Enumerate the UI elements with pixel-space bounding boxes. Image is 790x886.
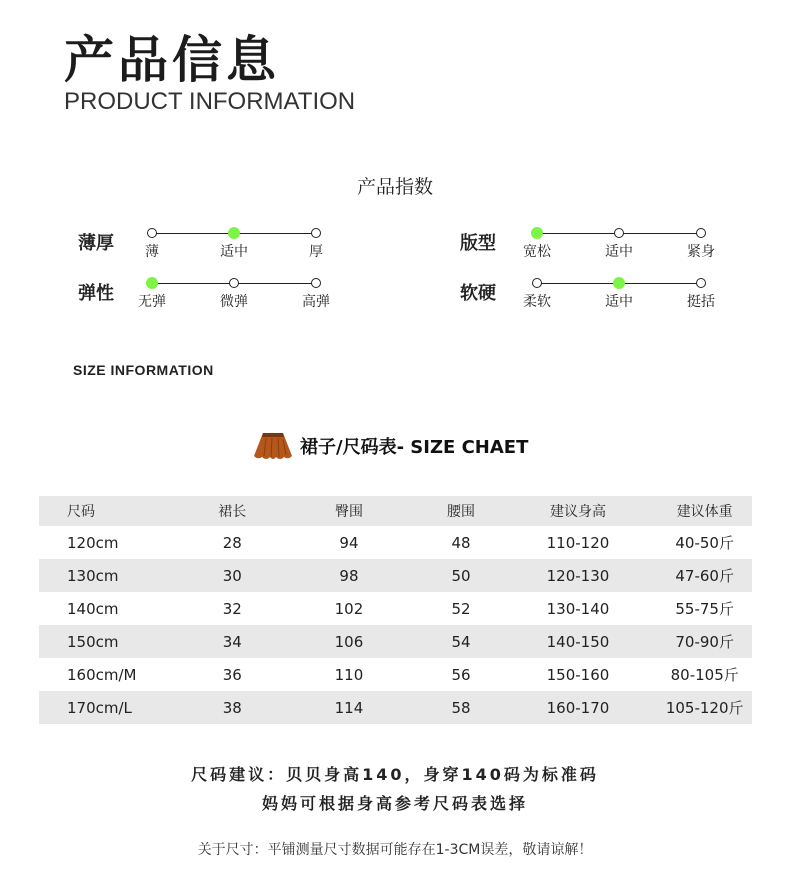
table-cell: 160-170 — [546, 698, 610, 717]
index-option: 适中 — [605, 294, 633, 310]
table-row — [39, 559, 752, 592]
index-dot-selected — [146, 277, 158, 289]
index-dot-selected — [613, 277, 625, 289]
table-cell: 28 — [222, 533, 242, 552]
table-cell: 54 — [451, 632, 471, 651]
column-header: 建议体重 — [676, 504, 733, 520]
table-cell: 58 — [451, 698, 471, 717]
table-cell: 114 — [334, 698, 364, 717]
index-option: 无弹 — [138, 294, 166, 310]
table-cell: 70-90斤 — [675, 633, 734, 651]
measurement-disclaimer: 关于尺寸：平铺测量尺寸数据可能存在1-3CM误差，敬请谅解！ — [197, 842, 593, 858]
table-cell: 130-140 — [546, 599, 610, 618]
table-cell: 120cm — [67, 533, 119, 552]
column-header: 建议身高 — [549, 504, 606, 520]
index-dot — [311, 278, 321, 288]
index-label: 软硬 — [460, 283, 496, 304]
index-option: 薄 — [145, 244, 159, 260]
table-cell: 47-60斤 — [675, 567, 734, 585]
table-row — [39, 691, 752, 724]
index-label: 弹性 — [78, 283, 114, 304]
table-cell: 38 — [222, 698, 242, 717]
index-option: 柔软 — [523, 294, 551, 310]
table-row — [39, 658, 752, 691]
index-dot — [614, 228, 624, 238]
index-option: 高弹 — [302, 294, 330, 310]
index-option: 宽松 — [523, 244, 551, 260]
column-header: 臀围 — [334, 504, 363, 520]
column-header: 裙长 — [218, 504, 247, 520]
table-cell: 80-105斤 — [670, 666, 739, 684]
table-cell: 106 — [334, 632, 364, 651]
index-label: 薄厚 — [78, 233, 114, 254]
size-info-title: SIZE INFORMATION — [73, 362, 214, 378]
index-dot — [311, 228, 321, 238]
column-header: 腰围 — [447, 504, 476, 520]
table-cell: 34 — [222, 632, 242, 651]
table-cell: 150-160 — [546, 665, 610, 684]
table-cell: 130cm — [67, 566, 119, 585]
table-cell: 98 — [339, 566, 359, 585]
table-cell: 32 — [222, 599, 242, 618]
index-label: 版型 — [460, 233, 496, 254]
size-suggestion: 尺码建议：贝贝身高140，身穿140码为标准码 — [191, 765, 599, 784]
table-cell: 55-75斤 — [675, 600, 734, 618]
index-dot-selected — [531, 227, 543, 239]
table-cell: 110 — [334, 665, 364, 684]
page-title: 产品信息 — [64, 31, 280, 89]
index-dot — [147, 228, 157, 238]
table-cell: 170cm/L — [67, 698, 132, 717]
skirt-icon — [252, 430, 294, 462]
table-cell: 48 — [451, 533, 471, 552]
table-cell: 105-120斤 — [665, 699, 744, 717]
table-cell: 30 — [222, 566, 242, 585]
index-dot-selected — [228, 227, 240, 239]
index-option: 适中 — [605, 244, 633, 260]
index-option: 微弹 — [220, 294, 248, 310]
index-dot — [532, 278, 542, 288]
index-option: 适中 — [220, 244, 248, 260]
table-row — [39, 526, 752, 559]
index-dot — [696, 228, 706, 238]
table-header-row — [39, 496, 752, 526]
table-cell: 150cm — [67, 632, 119, 651]
index-dot — [696, 278, 706, 288]
column-header: 尺码 — [67, 504, 95, 520]
table-cell: 40-50斤 — [675, 534, 734, 552]
table-cell: 160cm/M — [67, 665, 137, 684]
index-option: 厚 — [309, 244, 323, 260]
index-option: 紧身 — [687, 244, 715, 260]
table-cell: 140cm — [67, 599, 119, 618]
table-cell: 94 — [339, 533, 359, 552]
index-dot — [229, 278, 239, 288]
table-cell: 140-150 — [546, 632, 610, 651]
size-suggestion-2: 妈妈可根据身高参考尺码表选择 — [261, 794, 528, 813]
table-cell: 102 — [334, 599, 364, 618]
table-row — [39, 625, 752, 658]
chart-title: 裙子/尺码表- SIZE CHAET — [300, 437, 529, 458]
table-cell: 120-130 — [546, 566, 610, 585]
index-option: 挺括 — [687, 294, 715, 310]
table-row — [39, 592, 752, 625]
table-cell: 50 — [451, 566, 471, 585]
page-subtitle: PRODUCT INFORMATION — [64, 88, 356, 115]
table-cell: 56 — [451, 665, 471, 684]
table-cell: 36 — [222, 665, 242, 684]
table-cell: 110-120 — [546, 533, 610, 552]
size-table — [39, 496, 752, 724]
table-cell: 52 — [451, 599, 471, 618]
indices-title: 产品指数 — [356, 176, 433, 198]
